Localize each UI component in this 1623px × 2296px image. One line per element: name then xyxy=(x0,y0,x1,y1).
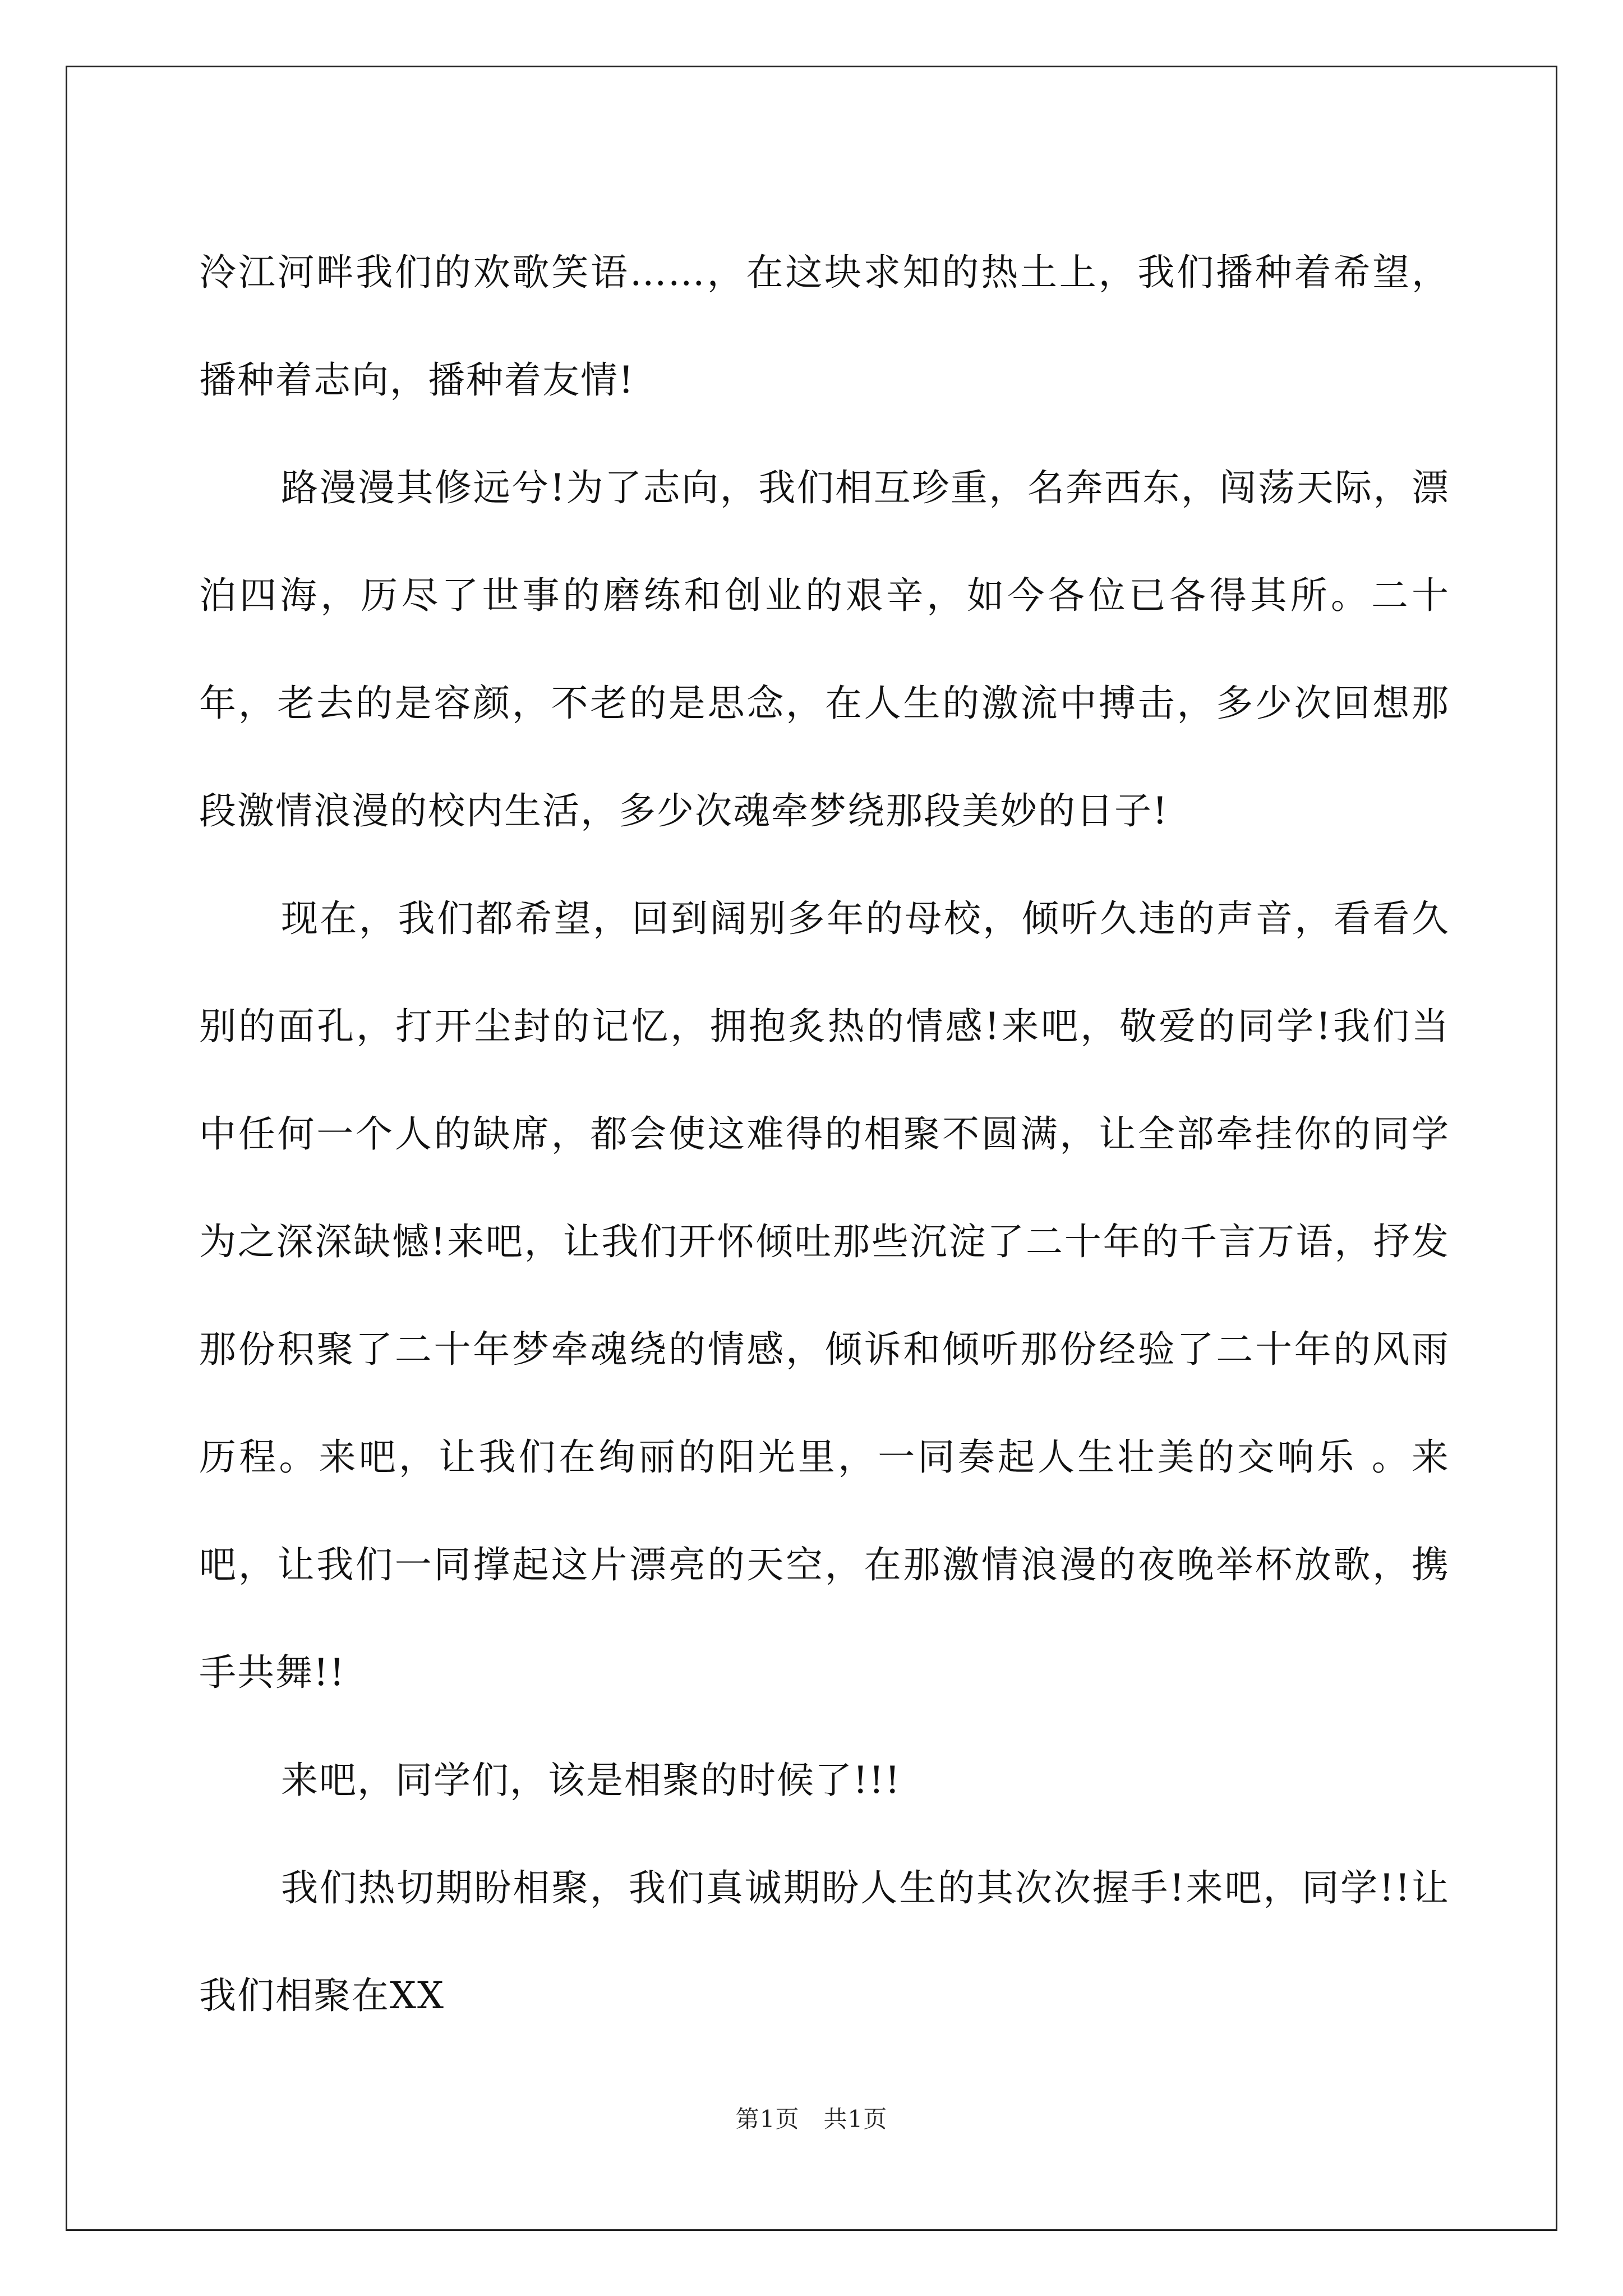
paragraph: 来吧，同学们，该是相聚的时候了!!! xyxy=(281,1759,901,1802)
paragraph: 路漫漫其修远兮!为了志向，我们相互珍重，名奔西东，闯荡天际，漂泊四海，历尽了世事的磨练和创业的艰辛，如今各位已各得其所。二十年，老去的是容颜，不老的是思念，在人生的激流中搏击，多少次回想那段激情浪漫的校内生活，多少次魂牵梦绕那段美妙的日子! xyxy=(199,466,1450,832)
paragraph: 我们热切期盼相聚，我们真诚期盼人生的其次次握手!来吧，同学!!让我们相聚在XX xyxy=(199,1866,1450,2017)
page-footer: 第1页 共1页 xyxy=(735,2105,888,2133)
paragraph: 泠江河畔我们的欢歌笑语……，在这块求知的热土上，我们播种着希望，播种着志向，播种着友情! xyxy=(199,251,1450,402)
paragraph: 现在，我们都希望，回到阔别多年的母校，倾听久违的声音，看看久别的面孔，打开尘封的记忆，拥抱炙热的情感!来吧，敬爱的同学!我们当中任何一个人的缺席，都会使这难得的相聚不圆满，让全部牵挂你的同学为之深深缺憾!来吧，让我们开怀倾吐那些沉淀了二十年的千言万语，抒发那份积聚了二十年梦牵魂绕的情感，倾诉和倾听那份经验了二十年的风雨历程。来吧，让我们在绚丽的阳光里，一同奏起人生壮美的交响乐 。来吧，让我们一同撑起这片漂亮的天空，在那激情浪漫的夜晚举杯放歌，携手共舞!! xyxy=(199,897,1450,1694)
document-body xyxy=(199,219,1450,2050)
